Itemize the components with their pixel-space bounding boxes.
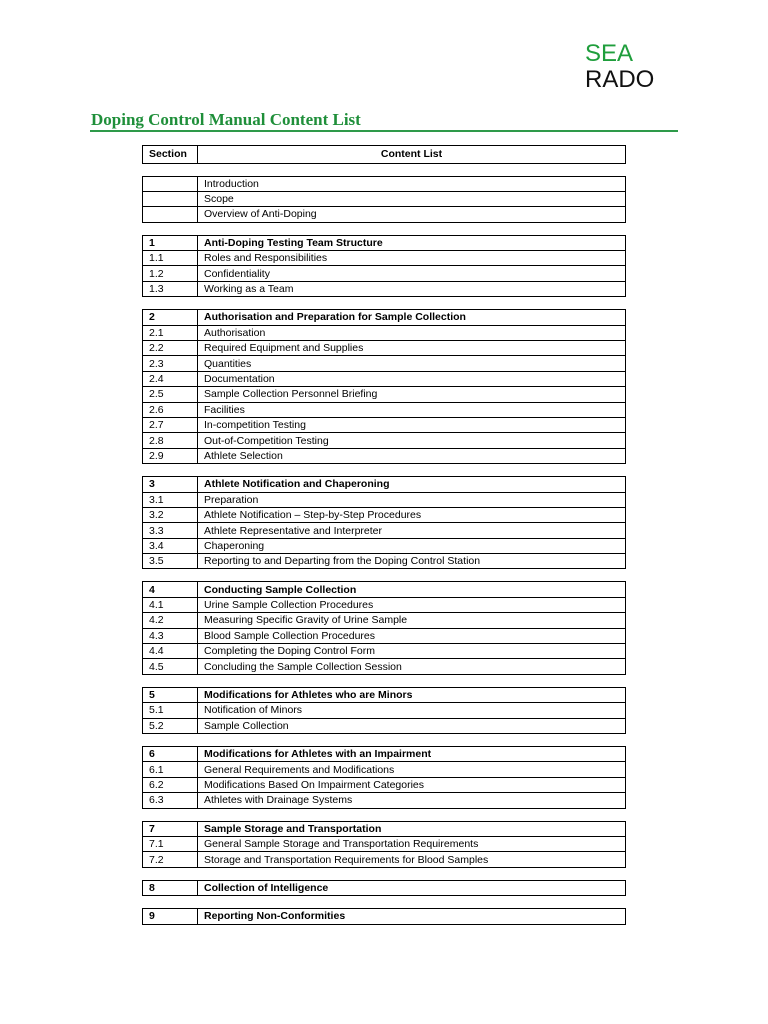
logo-line-rado: RADO [585, 66, 655, 93]
section-number: 4.1 [143, 597, 198, 612]
section-number: 6 [143, 747, 198, 762]
section-title: Conducting Sample Collection [198, 582, 626, 597]
section-title: Chaperoning [198, 538, 626, 553]
page-title: Doping Control Manual Content List [91, 110, 361, 129]
section-title: Modifications Based On Impairment Categories [198, 777, 626, 792]
table-row [143, 777, 626, 792]
section-number: 2.6 [143, 402, 198, 417]
table-row [143, 191, 626, 206]
table-row [143, 492, 626, 507]
table-row [143, 251, 626, 266]
section-group-table [142, 581, 626, 674]
section-number: 1.1 [143, 251, 198, 266]
section-title: Athlete Notification – Step-by-Step Procedures [198, 507, 626, 522]
section-title: Athletes with Drainage Systems [198, 793, 626, 808]
section-title: Roles and Responsibilities [198, 251, 626, 266]
table-row [143, 836, 626, 851]
section-title: Documentation [198, 371, 626, 386]
section-number: 6.1 [143, 762, 198, 777]
section-title: Collection of Intelligence [198, 880, 626, 895]
table-row [143, 628, 626, 643]
section-group-table [142, 235, 626, 298]
table-row [143, 554, 626, 569]
table-row [143, 448, 626, 463]
table-row [143, 523, 626, 538]
section-number: 3.5 [143, 554, 198, 569]
section-number: 4.2 [143, 613, 198, 628]
section-title: Notification of Minors [198, 703, 626, 718]
table-row [143, 387, 626, 402]
section-title: Introduction [198, 176, 626, 191]
section-number: 1 [143, 235, 198, 250]
section-group-table [142, 880, 626, 896]
section-number: 7 [143, 821, 198, 836]
sea-rado-logo [585, 41, 654, 93]
section-title: Reporting Non-Conformities [198, 909, 626, 924]
section-title: Working as a Team [198, 281, 626, 296]
section-title: Athlete Representative and Interpreter [198, 523, 626, 538]
table-row [143, 613, 626, 628]
table-row [143, 909, 626, 924]
section-number: 5.1 [143, 703, 198, 718]
section-title: Authorisation [198, 325, 626, 340]
table-row [143, 597, 626, 612]
section-title: Authorisation and Preparation for Sample Collection [198, 310, 626, 325]
section-title: Sample Storage and Transportation [198, 821, 626, 836]
section-number [143, 207, 198, 222]
section-number: 2.2 [143, 341, 198, 356]
section-group-table [142, 309, 626, 464]
title-divider [90, 130, 678, 132]
table-row [143, 477, 626, 492]
table-row [143, 341, 626, 356]
section-title: Concluding the Sample Collection Session [198, 659, 626, 674]
section-number: 2 [143, 310, 198, 325]
section-group-table [142, 687, 626, 734]
section-title: In-competition Testing [198, 417, 626, 432]
section-title: Athlete Notification and Chaperoning [198, 477, 626, 492]
section-number [143, 191, 198, 206]
section-number: 3 [143, 477, 198, 492]
table-row [143, 880, 626, 895]
table-row [143, 402, 626, 417]
table-row [143, 207, 626, 222]
section-title: Modifications for Athletes who are Minors [198, 687, 626, 702]
section-title: Overview of Anti-Doping [198, 207, 626, 222]
section-group-table [142, 908, 626, 924]
section-title: Anti-Doping Testing Team Structure [198, 235, 626, 250]
table-row [143, 266, 626, 281]
section-group-table [142, 476, 626, 569]
content-groups [142, 176, 626, 925]
section-title: Storage and Transportation Requirements for Blood Samples [198, 852, 626, 867]
section-title: Confidentiality [198, 266, 626, 281]
content-list-header [142, 145, 626, 164]
table-row [143, 762, 626, 777]
content-column-header: Content List [198, 146, 626, 164]
table-row [143, 371, 626, 386]
table-row [143, 747, 626, 762]
table-row [143, 176, 626, 191]
section-number: 2.9 [143, 448, 198, 463]
section-title: Preparation [198, 492, 626, 507]
section-title: Blood Sample Collection Procedures [198, 628, 626, 643]
section-number: 5 [143, 687, 198, 702]
table-row [143, 821, 626, 836]
section-title: Scope [198, 191, 626, 206]
section-number: 6.2 [143, 777, 198, 792]
table-row [143, 687, 626, 702]
section-number: 3.1 [143, 492, 198, 507]
section-title: Sample Collection Personnel Briefing [198, 387, 626, 402]
section-number: 4.3 [143, 628, 198, 643]
section-number: 7.2 [143, 852, 198, 867]
section-number: 1.2 [143, 266, 198, 281]
section-number: 2.8 [143, 433, 198, 448]
table-row [143, 703, 626, 718]
table-row [143, 659, 626, 674]
section-number [143, 176, 198, 191]
section-number: 5.2 [143, 718, 198, 733]
table-row [143, 281, 626, 296]
section-title: Measuring Specific Gravity of Urine Sample [198, 613, 626, 628]
table-row [143, 538, 626, 553]
section-title: Modifications for Athletes with an Impairment [198, 747, 626, 762]
section-title: Sample Collection [198, 718, 626, 733]
section-number: 2.4 [143, 371, 198, 386]
section-group-table [142, 746, 626, 809]
section-number: 4.4 [143, 644, 198, 659]
table-row [143, 356, 626, 371]
section-number: 3.3 [143, 523, 198, 538]
section-number: 3.4 [143, 538, 198, 553]
section-number: 4 [143, 582, 198, 597]
section-number: 2.7 [143, 417, 198, 432]
table-row [143, 718, 626, 733]
table-row [143, 793, 626, 808]
section-group-table [142, 176, 626, 223]
section-number: 3.2 [143, 507, 198, 522]
section-number: 4.5 [143, 659, 198, 674]
section-title: Completing the Doping Control Form [198, 644, 626, 659]
section-group-table [142, 821, 626, 868]
table-row [143, 644, 626, 659]
section-title: Athlete Selection [198, 448, 626, 463]
section-title: General Requirements and Modifications [198, 762, 626, 777]
section-number: 7.1 [143, 836, 198, 851]
section-number: 9 [143, 909, 198, 924]
table-row [143, 582, 626, 597]
section-number: 8 [143, 880, 198, 895]
section-number: 2.5 [143, 387, 198, 402]
table-row [143, 852, 626, 867]
section-column-header: Section [143, 146, 198, 164]
table-row [143, 417, 626, 432]
logo-line-sea: SEA [585, 40, 634, 67]
section-title: Out-of-Competition Testing [198, 433, 626, 448]
table-row [143, 433, 626, 448]
section-title: Urine Sample Collection Procedures [198, 597, 626, 612]
section-number: 6.3 [143, 793, 198, 808]
content-list [142, 145, 626, 937]
table-row [143, 325, 626, 340]
table-row [143, 310, 626, 325]
section-title: Facilities [198, 402, 626, 417]
section-number: 1.3 [143, 281, 198, 296]
table-row [143, 235, 626, 250]
section-number: 2.1 [143, 325, 198, 340]
section-number: 2.3 [143, 356, 198, 371]
section-title: Required Equipment and Supplies [198, 341, 626, 356]
table-row [143, 507, 626, 522]
section-title: Reporting to and Departing from the Doping Control Station [198, 554, 626, 569]
section-title: Quantities [198, 356, 626, 371]
section-title: General Sample Storage and Transportation Requirements [198, 836, 626, 851]
